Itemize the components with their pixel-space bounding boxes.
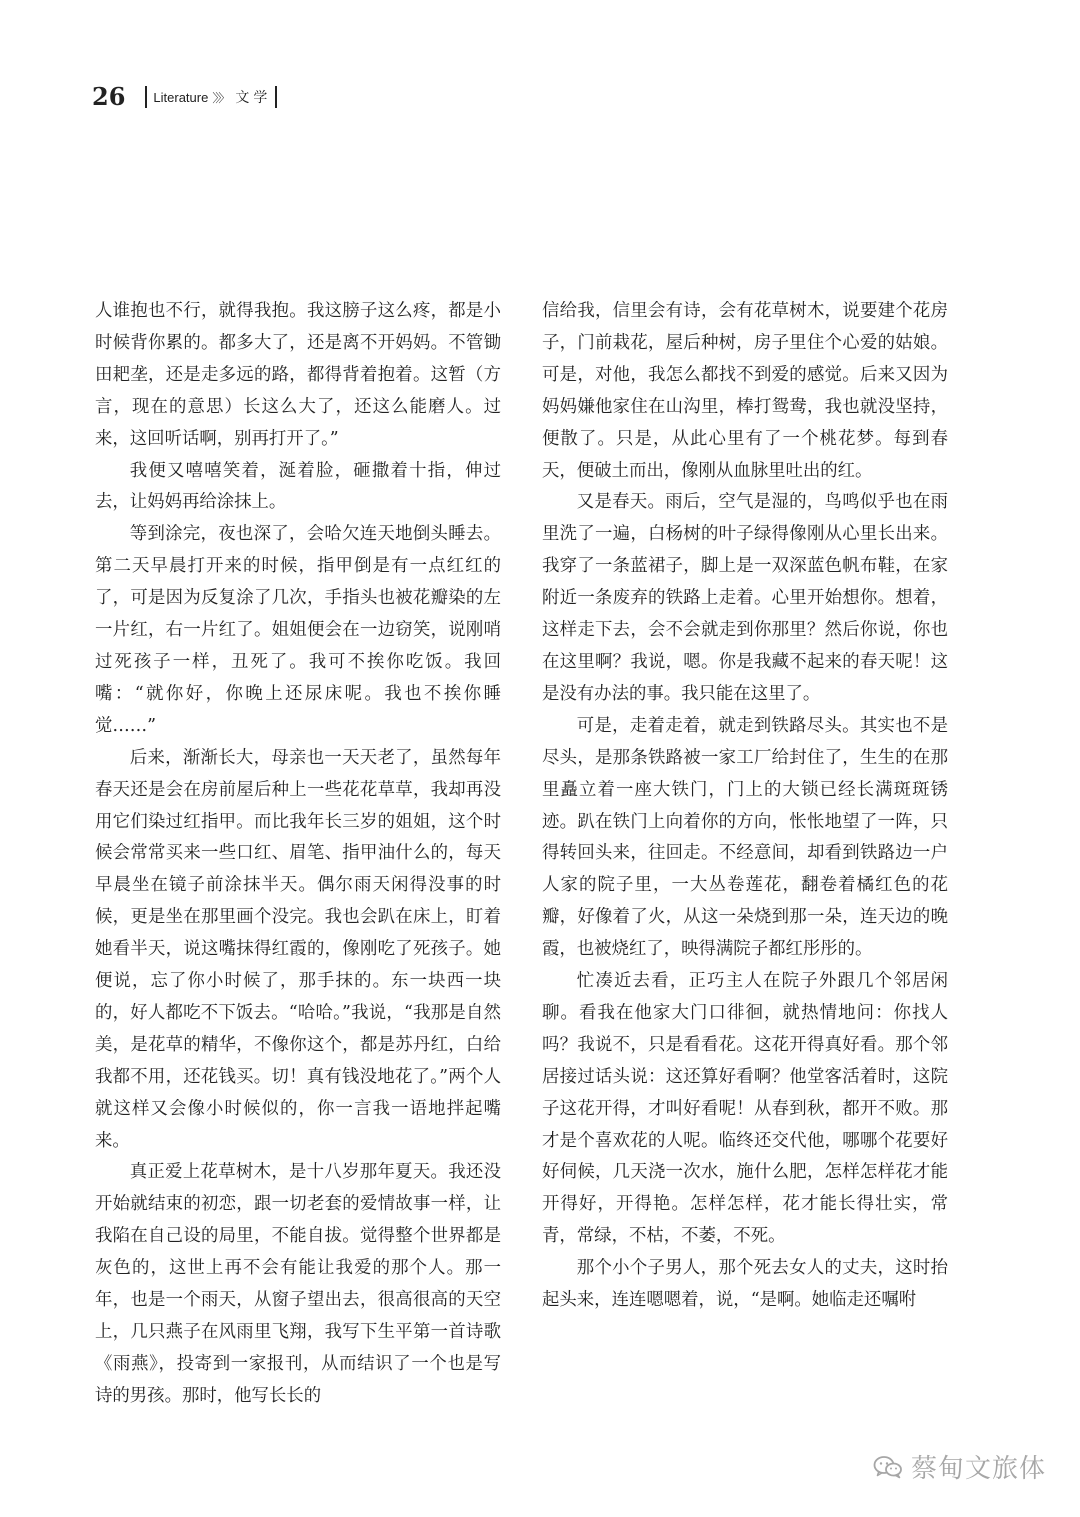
paragraph: 可是，走着走着，就走到铁路尽头。其实也不是尽头，是那条铁路被一家工厂给封住了，生生的在那里矗立着一座大铁门，门上的大锁已经长满斑斑锈迹。趴在铁门上向着你的方向，怅怅地望了一阵，只得转回头来，往回走。不经意间，却看到铁路边一户人家的院子里，一大丛卷莲花，翻卷着橘红色的花瓣，好像着了火，从这一朵烧到那一朵，连天边的晚霞，也被烧红了，映得满院子都红彤彤的。: [542, 715, 948, 960]
section-label-zh: 文学: [235, 90, 272, 106]
wechat-icon: [873, 1455, 903, 1479]
paragraph: 真正爱上花草树木，是十八岁那年夏天。我还没开始就结束的初恋，跟一切老套的爱情故事一样，让我陷在自己设的局里，不能自拔。觉得整个世界都是灰色的，这世上再不会有能让我爱的那个人。那一年，也是一个雨天，从窗子望出去，很高很高的天空上，几只燕子在风雨里飞翔，我写下生平第一首诗歌《雨燕》，投寄到一家报刊，从而结识了一个也是写诗的男孩。那时，他写长长的: [95, 1162, 501, 1406]
paragraph: 又是春天。雨后，空气是湿的，鸟鸣似乎也在雨里洗了一遍，白杨树的叶子绿得像刚从心里长出来。我穿了一条蓝裙子，脚上是一双深蓝色帆布鞋，在家附近一条废弃的铁路上走着。心里开始想你。想着，这样走下去，会不会就走到你那里？然后你说，你也在这里啊？我说，嗯。你是我藏不起来的春天呢！这是没有办法的事。我只能在这里了。: [542, 492, 948, 704]
paragraph: 人谁抱也不行，就得我抱。我这膀子这么疼，都是小时候背你累的。都多大了，还是离不开妈妈。不管锄田耙垄，还是走多远的路，都得背着抱着。这暂（方言，现在的意思）长这么大了，还这么能磨人。过来，这回听话啊，别再打开了。”: [95, 301, 501, 449]
running-header: [92, 82, 277, 112]
paragraph: 等到涂完，夜也深了，会哈欠连天地倒头睡去。第二天早晨打开来的时候，指甲倒是有一点红红的了，可是因为反复涂了几次，手指头也被花瓣染的左一片红，右一片红了。姐姐便会在一边窃笑，说刚哨过死孩子一样，丑死了。我可不挨你吃饭。我回嘴：“就你好，你晚上还尿床呢。我也不挨你睡觉……”: [95, 524, 501, 736]
paragraph: 忙凑近去看，正巧主人在院子外跟几个邻居闲聊。看我在他家大门口徘徊，就热情地问：你找人吗？我说不，只是看看花。这花开得真好看。那个邻居接过话头说：这还算好看啊？他堂客活着时，这院子这花开得，才叫好看呢！从春到秋，都开不败。那才是个喜欢花的人呢。临终还交代他，哪哪个花要好好伺候，几天浇一次水，施什么肥，怎样怎样花才能开得好，开得艳。怎样怎样，花才能长得壮实，常青，常绿，不枯，不萎，不死。: [542, 971, 948, 1247]
section-label-en: Literature: [153, 89, 209, 105]
text-column-right: [542, 296, 948, 1317]
header-divider-left: [145, 86, 147, 108]
paragraph: 那个小个子男人，那个死去女人的丈夫，这时抬起头来，连连嗯嗯着，说，“是啊。她临走还嘱咐: [542, 1258, 948, 1311]
paragraph: 后来，渐渐长大，母亲也一天天老了，虽然每年春天还是会在房前屋后种上一些花花草草，我却再没用它们染过红指甲。而比我年长三岁的姐姐，这个时候会常常买来一些口红、眉笔、指甲油什么的，每天早晨坐在镜子前涂抹半天。偶尔雨天闲得没事的时候，更是坐在那里画个没完。我也会趴在床上，盯着她看半天，说这嘴抹得红霞的，像刚吃了死孩子。她便说，忘了你小时候了，那手抹的。东一块西一块的，好人都吃不下饭去。“哈哈。”我说，“我那是自然美，是花草的精华，不像你这个，都是苏丹红，白给我都不用，还花钱买。切！真有钱没地花了。”两个人就这样又会像小时候似的，你一言我一语地拌起嘴来。: [95, 747, 501, 1151]
page-number: 26: [92, 82, 126, 111]
watermark: [873, 1448, 1046, 1485]
paragraph: 我便又嘻嘻笑着，涎着脸，砸撒着十指，伸过去，让妈妈再给涂抹上。: [95, 460, 501, 513]
watermark-text: 蔡甸文旅体: [910, 1454, 1046, 1484]
chevron-right-icon: 〉〉〉: [212, 90, 228, 105]
text-column-left: [95, 296, 501, 1413]
header-divider-right: [275, 86, 277, 108]
paragraph: 信给我，信里会有诗，会有花草树木，说要建个花房子，门前栽花，屋后种树，房子里住个心爱的姑娘。可是，对他，我怎么都找不到爱的感觉。后来又因为妈妈嫌他家住在山沟里，棒打鸳鸯，我也就没坚持，便散了。只是，从此心里有了一个桃花梦。每到春天，便破土而出，像刚从血脉里吐出的红。: [542, 301, 948, 481]
